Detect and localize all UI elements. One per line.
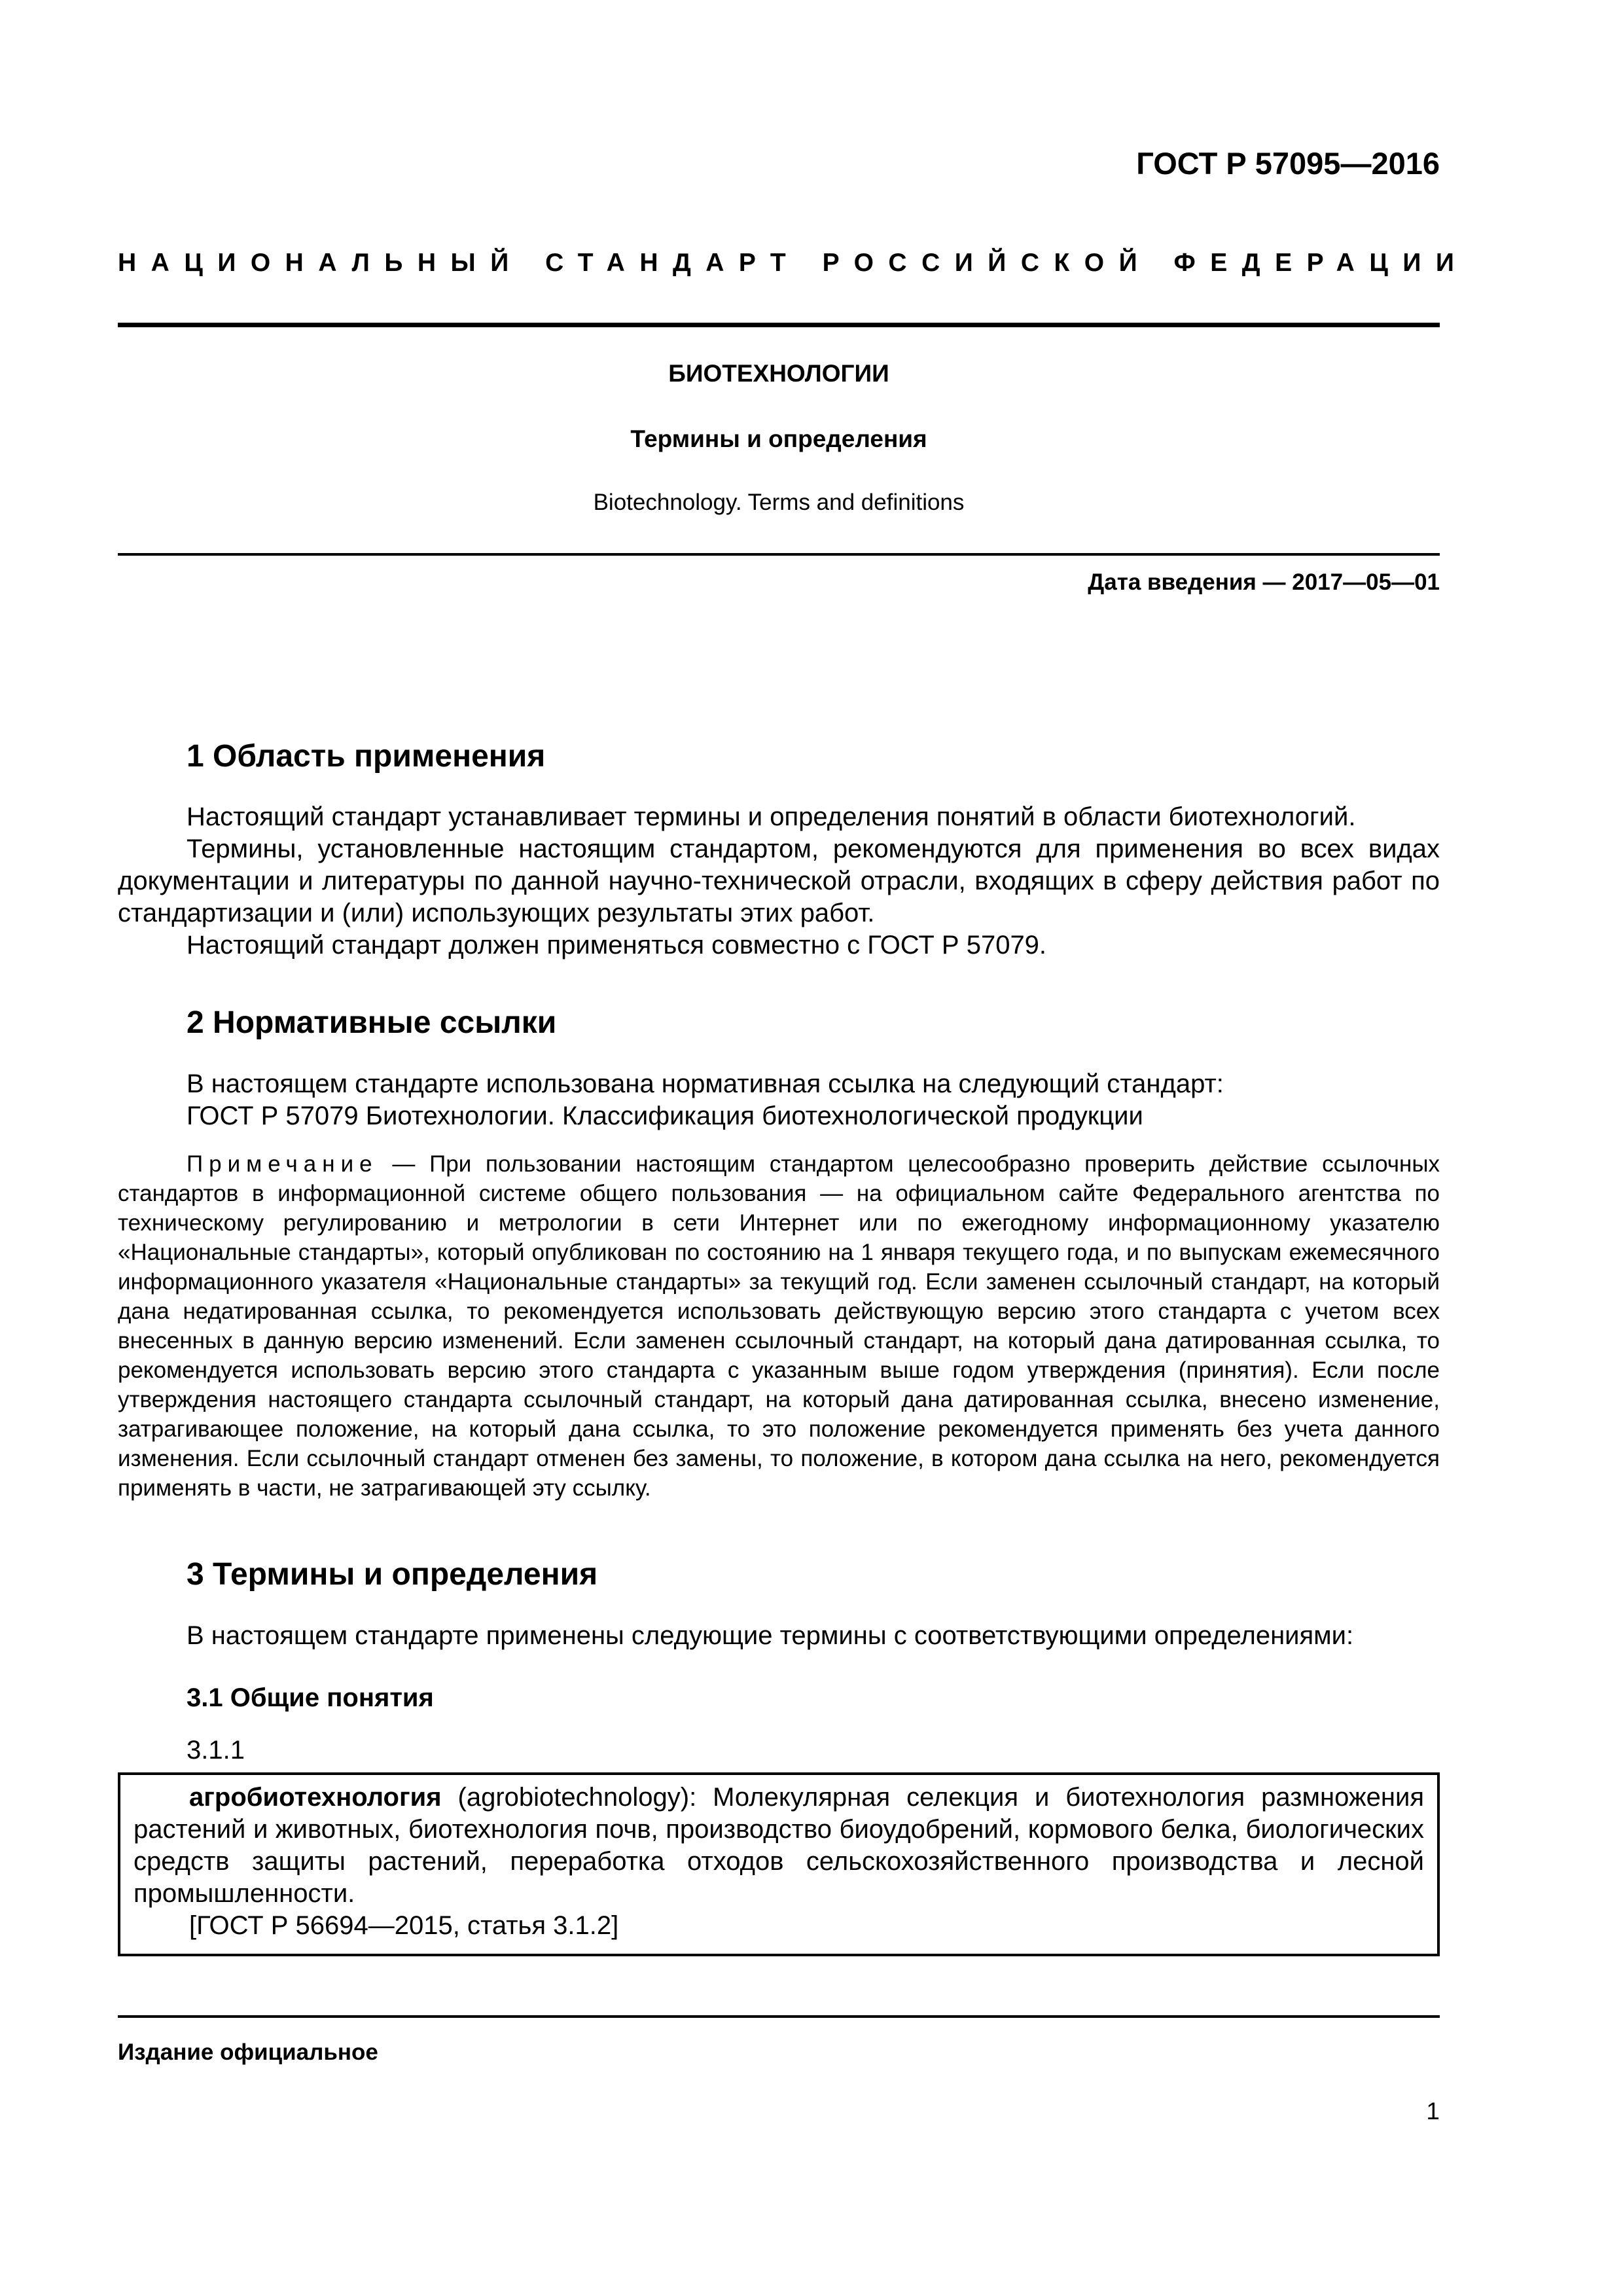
document-title-en: Biotechnology. Terms and definitions (593, 490, 965, 515)
section-1-body (118, 801, 1440, 961)
term-source: [ГОСТ Р 56694—2015, статья 3.1.2] (189, 1911, 619, 1940)
intro-date: Дата введения — 2017—05—01 (1088, 569, 1440, 595)
paragraph: Настоящий стандарт должен применяться совместно с ГОСТ Р 57079. (187, 931, 1047, 960)
note-text: — При пользовании настоящим стандартом целесообразно проверить действие ссылочных стандартов в информационной системе общего пользования — на официальном сайте Федерального агентства по техническому регулированию и метрологии в сети Интернет или по ежегодному информационному указателю «Национальные стандарты», который опубликован по состоянию на 1 января текущего года, и по выпускам ежемесячного информационного указателя «Национальные стандарты» за текущий год. Если заменен ссылочный стандарт, на который дана недатированная ссылка, то рекомендуется использовать действующую версию этого стандарта с учетом всех внесенных в данную версию изменений. Если заменен ссылочный стандарт, на который дана датированная ссылка, то рекомендуется использовать версию этого стандарта с указанным выше годом утверждения (принятия). Если после утверждения настоящего стандарта ссылочный стандарт, на который дана датированная ссылка, внесено изменение, затрагивающее положение, на который дана ссылка, то это положение рекомендуется применять без учета данного изменения. Если ссылочный стандарт отменен без замены, то положение, в котором дана ссылка на него, рекомендуется применять в части, не затрагивающей эту ссылку. (118, 1151, 1440, 1501)
edition-label: Издание официальное (118, 2039, 378, 2065)
term-number: 3.1.1 (187, 1736, 245, 1765)
gost-code: ГОСТ Р 57095—2016 (1136, 146, 1440, 181)
document-title: БИОТЕХНОЛОГИИ (668, 360, 889, 387)
term-english: (agrobiotechnology) (441, 1783, 690, 1812)
paragraph: ГОСТ Р 57079 Биотехнологии. Классификация биотехнологической продукции (187, 1102, 1143, 1130)
paragraph: Настоящий стандарт устанавливает термины и определения понятий в области биотехнологий. (187, 802, 1356, 831)
title-rule (118, 553, 1440, 556)
term-definition: : Молекулярная селекция и биотехнология размножения растений и животных, биотехнология почв, производство биоудобрений, кормового белка, биологических средств защиты растений, переработка отходов сельскохозяйственного производства и лесной промышленности. (134, 1783, 1424, 1908)
page-number: 1 (1426, 2098, 1440, 2125)
footer-rule (118, 2015, 1440, 2018)
subsection-heading: 3.1 Общие понятия (187, 1683, 434, 1712)
section-2-body (118, 1068, 1440, 1132)
national-standard-banner: НАЦИОНАЛЬНЫЙ СТАНДАРТ РОССИЙСКОЙ ФЕДЕРАЦИИ (118, 249, 1469, 277)
paragraph: Термины, установленные настоящим стандартом, рекомендуются для применения во всех видах документации и литературы по данной научно-технической отрасли, входящих в сферу действия работ по стандартизации и (или) использующих результаты этих работ. (118, 834, 1440, 927)
term-name: агробиотехнология (189, 1783, 442, 1812)
note-label: Примечание (187, 1151, 378, 1177)
term-definition-box (118, 1772, 1440, 1956)
section-3-heading: 3 Термины и определения (187, 1557, 598, 1592)
reference-note (118, 1149, 1440, 1503)
section-3-intro (118, 1620, 1440, 1652)
paragraph: В настоящем стандарте применены следующие термины с соответствующими определениями: (187, 1621, 1354, 1650)
section-1-heading: 1 Область применения (187, 739, 546, 774)
document-subtitle: Термины и определения (630, 425, 927, 452)
paragraph: В настоящем стандарте использована нормативная ссылка на следующий стандарт: (187, 1069, 1224, 1098)
section-2-heading: 2 Нормативные ссылки (187, 1005, 557, 1040)
document-page (118, 0, 1469, 2296)
header-rule (118, 323, 1440, 327)
